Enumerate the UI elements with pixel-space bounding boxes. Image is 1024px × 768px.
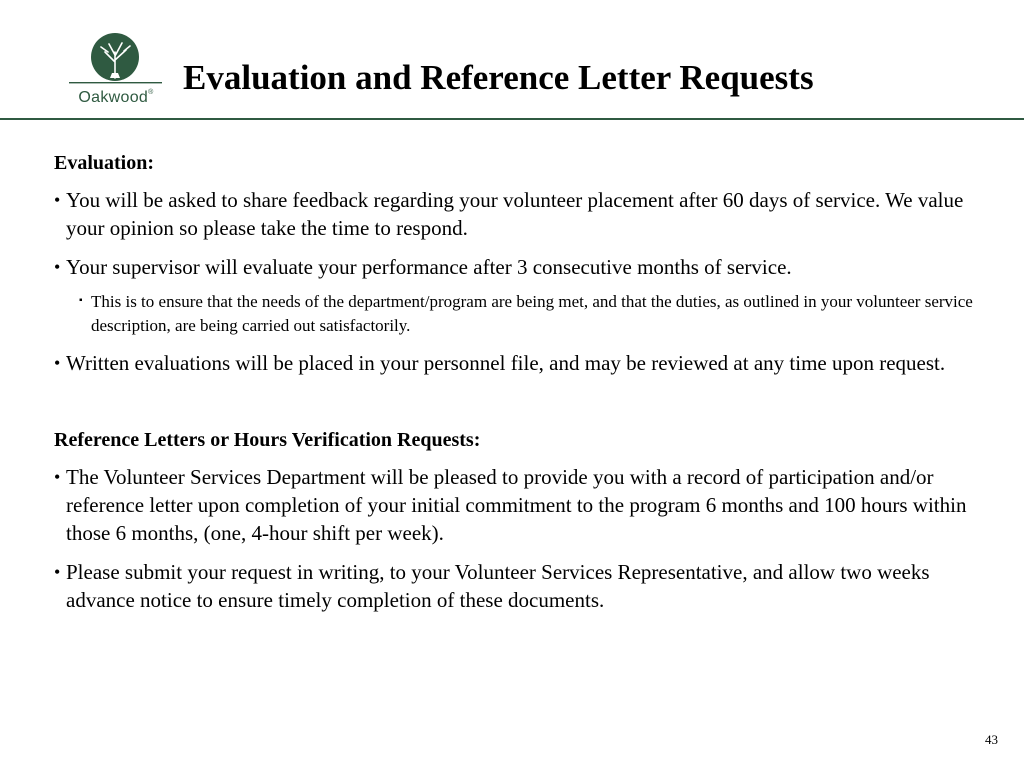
oak-tree-icon — [66, 30, 166, 90]
bullet-text: You will be asked to share feedback regarding your volunteer placement after 60 days of service. We value your opinion so please take the time to respond. — [66, 188, 964, 240]
evaluation-bullet-supervisor — [54, 253, 974, 281]
bullet-text: Written evaluations will be placed in your personnel file, and may be reviewed at any time upon request. — [66, 351, 946, 375]
slide-body — [54, 149, 974, 625]
bullet-marker: • — [54, 190, 61, 210]
title-divider — [0, 118, 1024, 120]
slide-title: Evaluation and Reference Letter Requests — [183, 58, 814, 97]
section-spacer — [54, 388, 974, 426]
evaluation-bullet-written — [54, 349, 974, 377]
bullet-marker: • — [54, 562, 61, 582]
bullet-marker: • — [54, 353, 61, 373]
sub-bullet-marker: ▪ — [79, 295, 83, 306]
page-number: 43 — [985, 732, 998, 747]
bullet-text: Please submit your request in writing, to your Volunteer Services Representative, and allow two weeks advance notice to ensure timely completion of these documents. — [66, 560, 930, 612]
bullet-marker: • — [54, 257, 61, 277]
evaluation-heading: Evaluation: — [54, 152, 155, 174]
oakwood-logo — [66, 30, 166, 112]
logo-wordmark: Oakwood® — [78, 89, 154, 106]
reference-bullet-submit — [54, 558, 974, 614]
evaluation-sub-bullet — [79, 290, 974, 338]
reference-heading: Reference Letters or Hours Verification Requests: — [54, 429, 481, 451]
bullet-text: Your supervisor will evaluate your performance after 3 consecutive months of service. — [66, 255, 792, 279]
reference-bullet-record — [54, 463, 974, 547]
evaluation-bullet-feedback — [54, 186, 974, 242]
sub-bullet-text: This is to ensure that the needs of the department/program are being met, and that the duties, as outlined in your volunteer service description, are being carried out satisfactorily. — [91, 292, 973, 335]
bullet-marker: • — [54, 467, 61, 487]
bullet-text: The Volunteer Services Department will be pleased to provide you with a record of participation and/or reference letter upon completion of your initial commitment to the program 6 months and 100 hours within those 6 months, (one, 4-hour shift per week). — [66, 465, 967, 545]
